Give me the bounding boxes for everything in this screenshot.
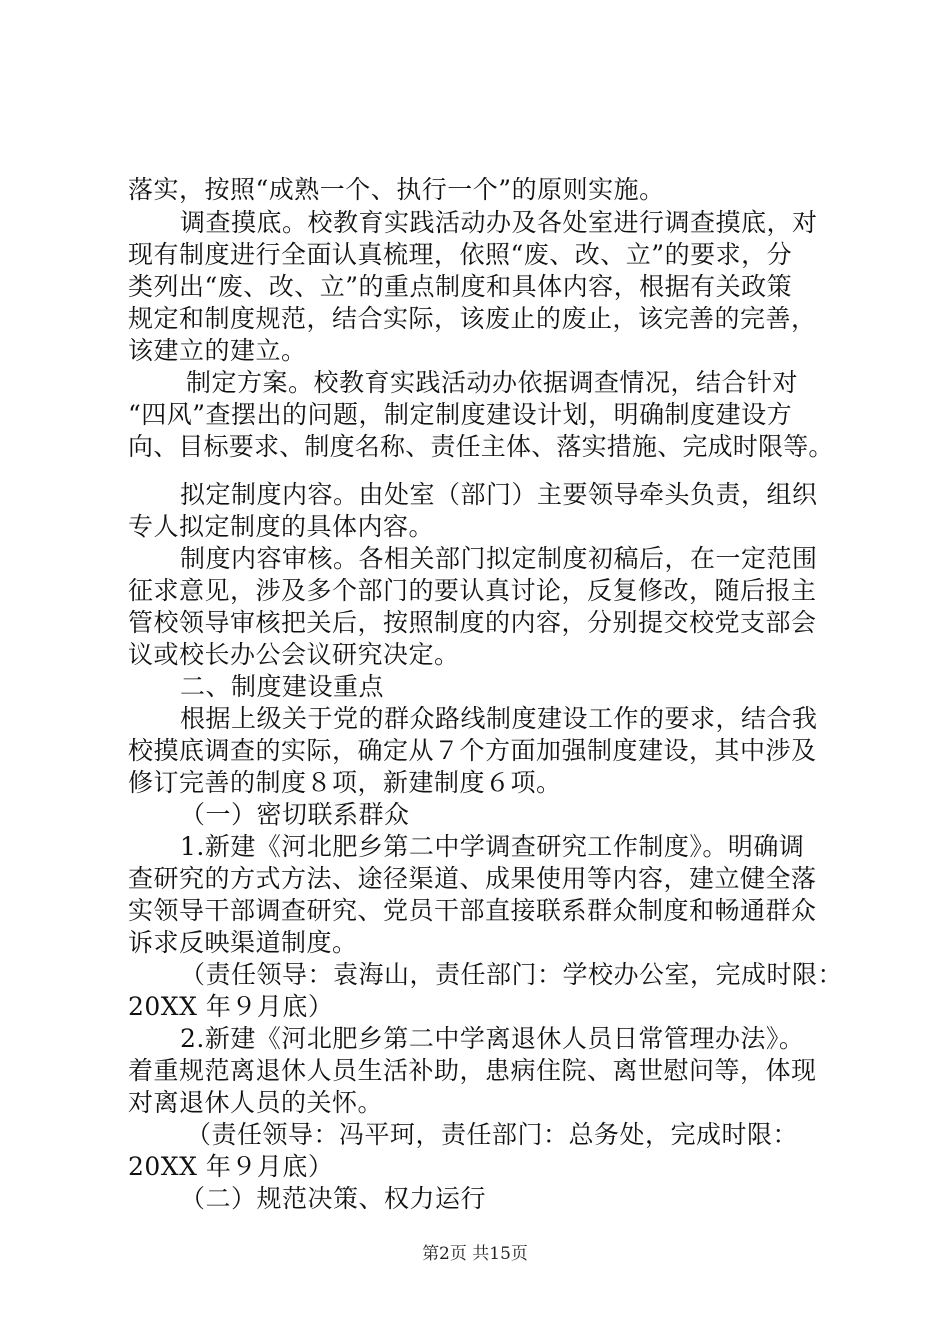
text-line: 拟定制度内容。由处室（部门）主要领导牵头负责，组织: [180, 480, 818, 509]
text-line: 20XX 年９月底）: [128, 1152, 334, 1181]
text-line: 查研究的方式方法、途径渠道、成果使用等内容，建立健全落: [128, 864, 817, 893]
text-line: 实领导干部调查研究、党员干部直接联系群众制度和畅通群众: [128, 896, 817, 925]
text-line: 类列出“废、改、立”的重点制度和具体内容，根据有关政策: [128, 272, 793, 301]
text-line: 20XX 年９月底）: [128, 992, 334, 1021]
text-line: 制度内容审核。各相关部门拟定制度初稿后，在一定范围: [180, 544, 818, 573]
page-footer: 第2页 共15页: [422, 1244, 528, 1264]
text-line: 2.新建《河北肥乡第二中学离退休人员日常管理办法》。: [180, 1024, 805, 1053]
text-line: 落实，按照“成熟一个、执行一个”的原则实施。: [128, 175, 665, 204]
text-line: 规定和制度规范，结合实际，该废止的废止，该完善的完善，: [128, 304, 817, 333]
text-line: 管校领导审核把关后，按照制度的内容，分别提交校党支部会: [128, 608, 817, 637]
text-line: （责任领导：袁海山，责任部门：学校办公室，完成时限：: [180, 960, 844, 989]
text-line: 制定方案。校教育实践活动办依据调查情况，结合针对: [186, 368, 799, 397]
text-line: “四风”查摆出的问题，制定制度建设计划，明确制度建设方: [128, 400, 793, 429]
text-line: 1.新建《河北肥乡第二中学调查研究工作制度》。明确调: [180, 832, 805, 861]
section-heading: 二、制度建设重点: [180, 672, 385, 701]
text-line: 校摸底调查的实际，确定从７个方面加强制度建设，其中涉及: [128, 736, 817, 765]
text-line: 征求意见，涉及多个部门的要认真讨论，反复修改，随后报主: [128, 576, 817, 605]
text-line: 专人拟定制度的具体内容。: [128, 512, 435, 541]
text-line: 现有制度进行全面认真梳理，依照“废、改、立”的要求，分: [128, 240, 793, 269]
text-line: 向、目标要求、制度名称、责任主体、落实措施、完成时限等。: [128, 432, 834, 461]
text-line: 着重规范离退休人员生活补助，患病住院、离世慰问等，体现: [128, 1056, 817, 1085]
text-line: （责任领导：冯平珂，责任部门：总务处，完成时限：: [186, 1120, 799, 1149]
text-line: 调查摸底。校教育实践活动办及各处室进行调查摸底，对: [180, 208, 818, 237]
subsection-heading: （一）密切联系群众: [180, 800, 410, 829]
text-line: 诉求反映渠道制度。: [128, 928, 358, 957]
subsection-heading: （二）规范决策、权力运行: [180, 1184, 487, 1213]
text-line: 对离退休人员的关怀。: [128, 1088, 384, 1117]
text-line: 该建立的建立。: [128, 336, 307, 365]
text-line: 修订完善的制度８项，新建制度６项。: [128, 768, 562, 797]
text-line: 议或校长办公会议研究决定。: [128, 640, 460, 669]
text-line: 根据上级关于党的群众路线制度建设工作的要求，结合我: [180, 704, 818, 733]
